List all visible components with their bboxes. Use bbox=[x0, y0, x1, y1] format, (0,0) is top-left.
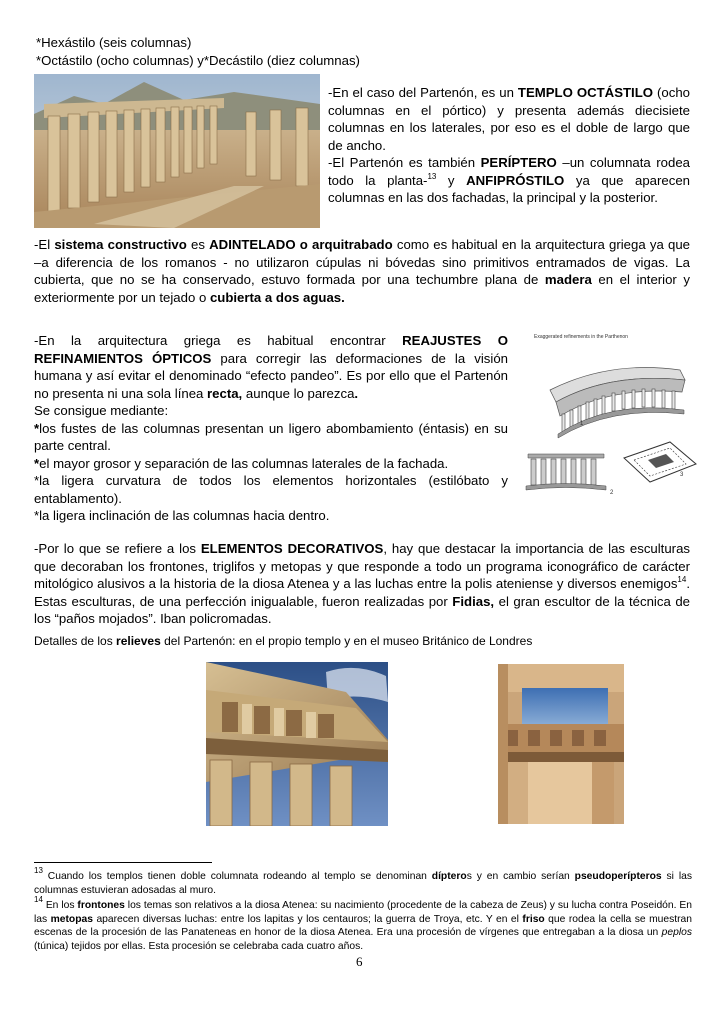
page-number: 6 bbox=[356, 954, 363, 969]
relief-photo-detail bbox=[498, 664, 624, 824]
sistema-constructivo-paragraph: -El sistema constructivo es ADINTELADO o arquitrabado como es habitual en la arquitectura griega ya que –a diferencia de los romanos - no utilizaron cúpulas ni bóvedas sino primitivos entramados de vigas. La cubierta, que no se ha conservado, estuvo formada por una techumbre plana de madera en el interior y exteriormente por un tejado o cubierta a dos aguas. bbox=[34, 237, 691, 305]
footnote-separator bbox=[34, 862, 212, 863]
footnote-ref-13: 13 bbox=[427, 171, 437, 181]
footnote-ref-14: 14 bbox=[677, 575, 687, 584]
diagram-label-2: 2 bbox=[610, 490, 614, 496]
diagram-caption: Exaggerated refinements in the Parthenon bbox=[534, 334, 628, 340]
refinement-item-entasis: *los fustes de las columnas presentan un ligero abombamiento (éntasis) en su parte central. bbox=[34, 420, 508, 453]
optical-refinements-diagram bbox=[520, 330, 700, 510]
diagram-label-1: 1 bbox=[580, 421, 584, 427]
octastilo-paragraph: -En el caso del Partenón, es un TEMPLO OCTÁSTILO (ocho columnas en el pórtico) y presenta además diecisiete columnas en los laterales, por eso es el doble de largo que de ancho. bbox=[328, 85, 691, 153]
elementos-decorativos-paragraph: -Por lo que se refiere a los ELEMENTOS DECORATIVOS, hay que destacar la importancia de las esculturas que decoraban los frontones, triglifos y metopas y que responde a todo un programa iconográfico de carácter mitológico alusivos a la historia de la diosa Atenea y a las luchas entre la polis ateniense y diversos enemigos$^{14}$. Estas esculturas, de una perfección inigualable, fueron realizadas por Fidias, el gran escultor de la técnica de los “paños mojados”. Iban policromadas. bbox=[34, 541, 690, 626]
refinement-item-inclinacion: *la ligera inclinación de las columnas hacia dentro. bbox=[34, 508, 330, 523]
refinement-item-curvatura: *la ligera curvatura de todos los elementos horizontales (estilóbato y entablamento). bbox=[34, 473, 508, 506]
intro-hexastilo: *Hexástilo (seis columnas) bbox=[36, 35, 192, 50]
consigue-mediante: Se consigue mediante: bbox=[34, 403, 169, 418]
reajustes-paragraph: -En la arquitectura griega es habitual encontrar REAJUSTES O REFINAMIENTOS ÓPTICOS para corregir las deformaciones de la visión humana y así evitar el denominado “efecto pandeo”. Es por ello que el Partenón no presenta ni una sola línea recta, aunque lo parezca. Se consigue mediante: *los fustes de las columnas presentan un ligero abombamiento (éntasis) en su parte central. *el mayor grosor y separación de las columnas laterales de la fachada. *la ligera curvatura de todos los elementos horizontales (estilóbato y entablamento). *la ligera inclinación de las columnas hacia dentro. bbox=[34, 333, 508, 523]
refinement-item-grosor: *el mayor grosor y separación de las columnas laterales de la fachada. bbox=[34, 455, 449, 471]
relief-photo-temple bbox=[206, 662, 388, 826]
parthenon-photo bbox=[34, 74, 320, 228]
intro-octastilo: *Octástilo (ocho columnas) y*Decástilo (diez columnas) bbox=[36, 53, 360, 68]
periptero-paragraph: -El Partenón es también PERÍPTERO –un columnata rodea todo la planta-$^{13}$ y ANFIPRÓSTILO ya que aparecen columnas en las dos fachadas, la principal y la posterior. bbox=[328, 155, 690, 205]
diagram-label-3: 3 bbox=[680, 472, 684, 478]
footnote-14: $^{14}$ En los frontones los temas son relativos a la diosa Atenea: su nacimiento (procedente de la cabeza de Zeus) y su lucha contra Poseidón. En las metopas aparecen diversas luchas: entre los lapitas y los centauros; la guerra de Troya, etc. Y en el friso que rodea la cella se muestran escenas de la procesión de las Panateneas en honor de la diosa Atenea. Era una procesión de vírgenes que entregaban a la diosa un peplos (túnica) tejidos por ellas. Esta procesión se celebraba cada cuatro años. bbox=[34, 895, 692, 952]
detalles-relieves: Detalles de los relieves del Partenón: en el propio templo y en el museo Británico de Londres bbox=[34, 634, 533, 648]
footnote-13: $^{13}$ Cuando los templos tienen doble columnata rodeando al templo se denominan dípteros y en cambio serían pseudoperípteros si las columnas estuvieran adosadas al muro. bbox=[34, 866, 692, 896]
